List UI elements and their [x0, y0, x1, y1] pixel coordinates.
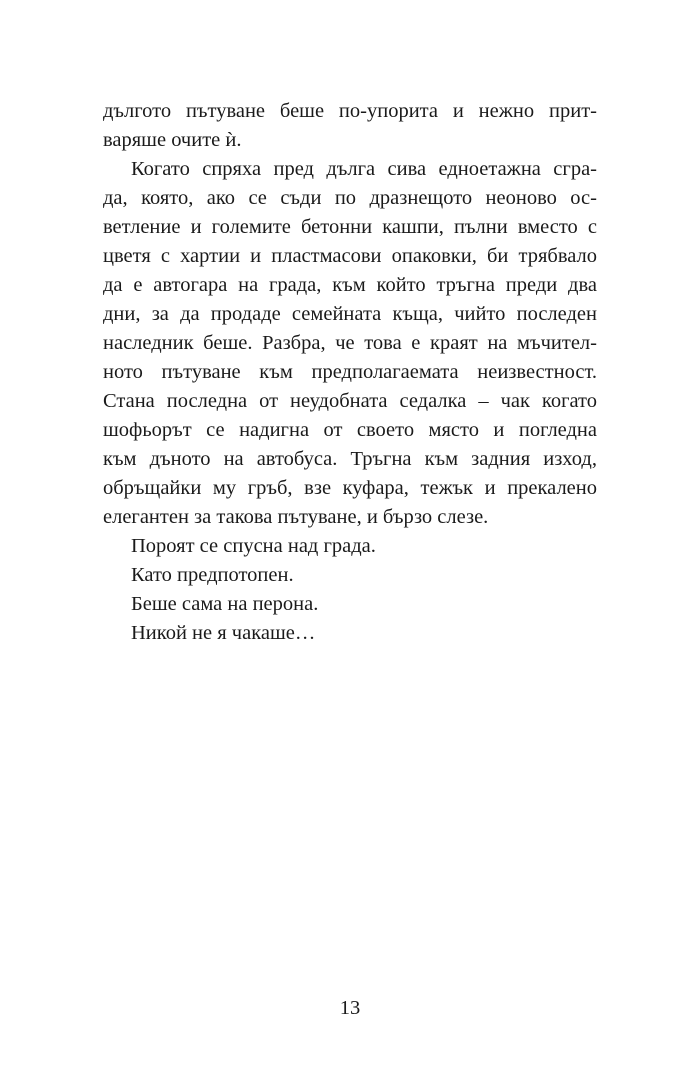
- body-text: [103, 97, 597, 648]
- text-line: елегантен за такова пътуване, и бързо слезе.: [103, 506, 489, 528]
- page-number: 13: [339, 997, 361, 1019]
- text-line: да, която, ако се съди по дразнещото неоново ос-: [103, 187, 597, 209]
- text-line: цветя с хартии и пластмасови опаковки, би трябвало: [103, 245, 597, 267]
- text-line: варяше очите ѝ.: [103, 129, 242, 151]
- text-line: към дъното на автобуса. Тръгна към задния изход,: [103, 448, 597, 470]
- text-line: обръщайки му гръб, взе куфара, тежък и прекалено: [103, 477, 597, 499]
- text-line: дни, за да продаде семейната къща, чийто последен: [103, 303, 597, 325]
- text-line: ното пътуване към предполагаемата неизвестност.: [103, 361, 597, 383]
- text-line: ветление и големите бетонни кашпи, пълни вместо с: [103, 216, 597, 238]
- text-line: Стана последна от неудобната седалка – чак когато: [103, 390, 597, 412]
- text-line: Като предпотопен.: [131, 564, 294, 586]
- text-line: Никой не я чакаше…: [131, 622, 316, 644]
- text-line: да е автогара на града, към който тръгна преди два: [103, 274, 597, 296]
- text-line: шофьорът се надигна от своето място и погледна: [103, 419, 597, 441]
- text-line: Беше сама на перона.: [131, 593, 319, 615]
- text-line: дългото пътуване беше по-упорита и нежно прит-: [103, 100, 597, 122]
- text-line: Пороят се спусна над града.: [131, 535, 376, 557]
- text-line: наследник беше. Разбра, че това е краят на мъчител-: [103, 332, 597, 354]
- text-line: Когато спряха пред дълга сива едноетажна сгра-: [131, 158, 597, 180]
